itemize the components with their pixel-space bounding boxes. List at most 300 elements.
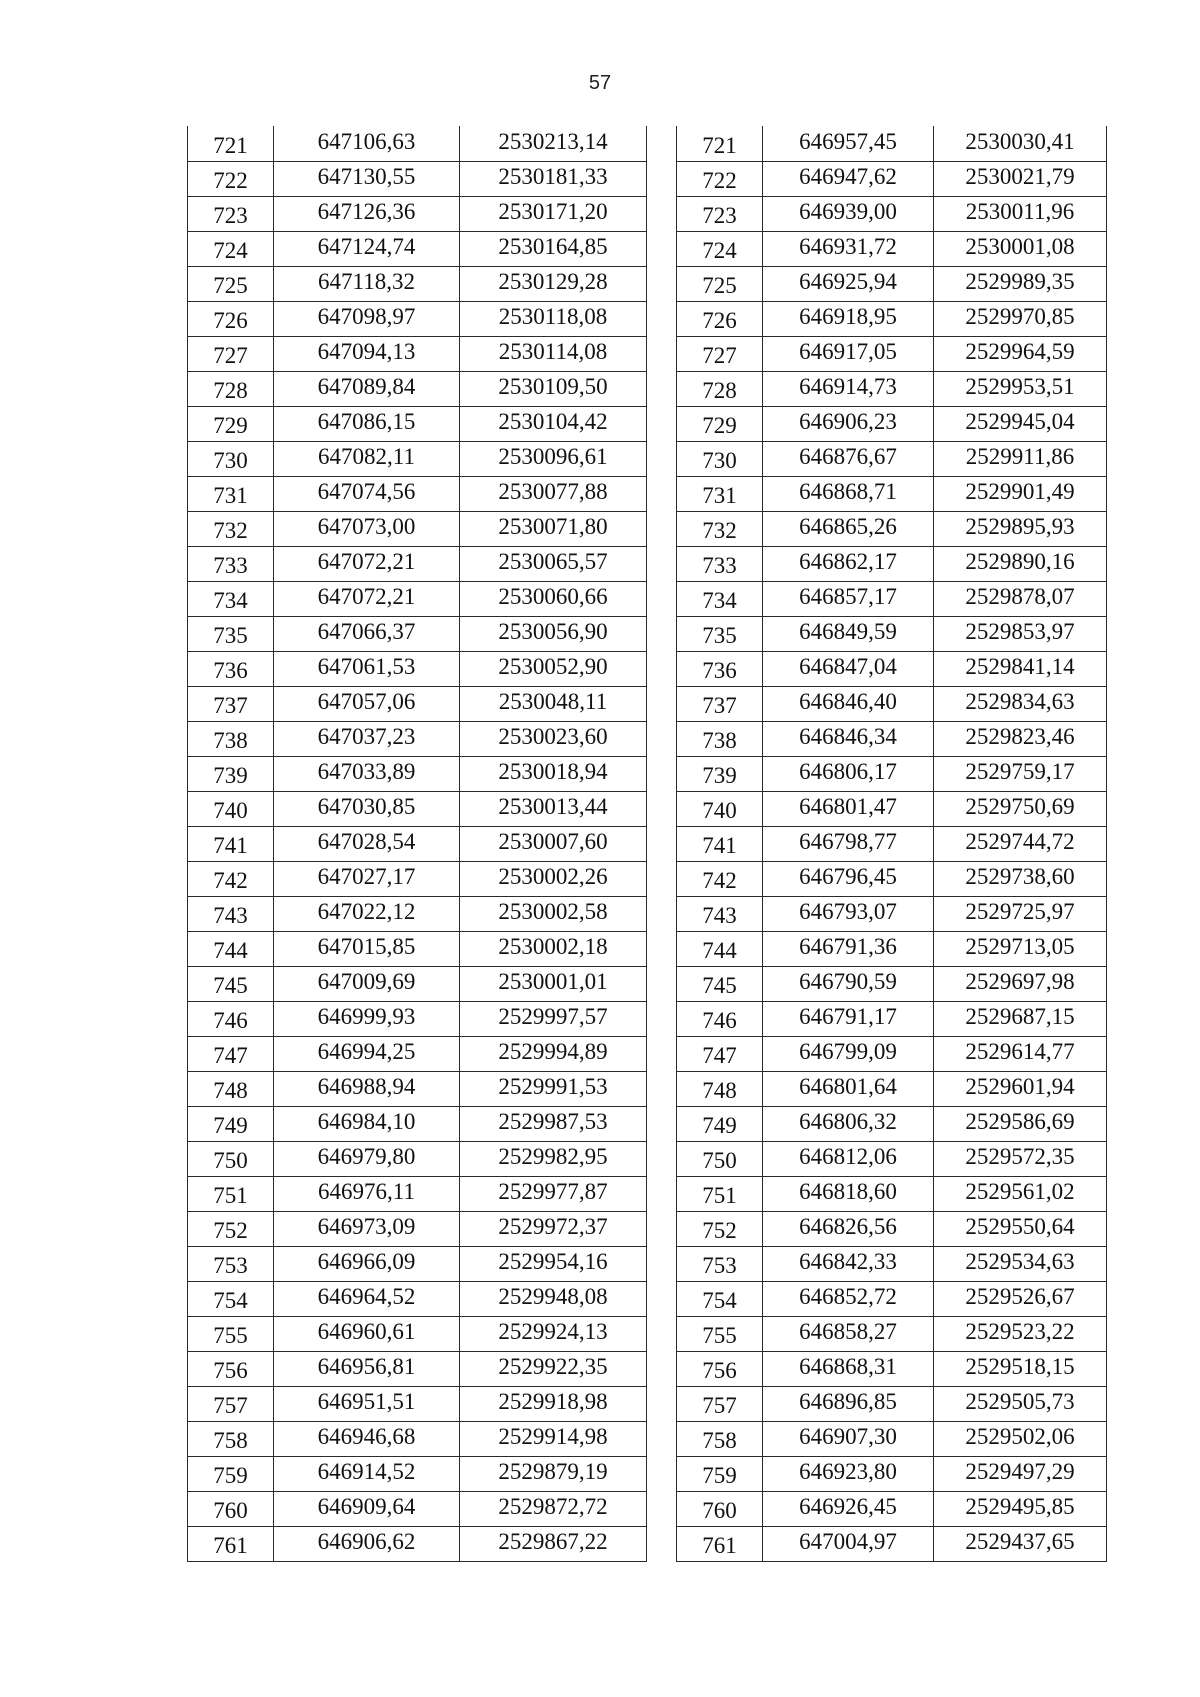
x-coordinate-cell: 647074,56 [274, 477, 460, 512]
table-row [677, 652, 1107, 687]
x-coordinate-cell: 646799,09 [763, 1037, 934, 1072]
point-number-cell: 760 [188, 1492, 274, 1527]
table-row [188, 1317, 647, 1352]
x-coordinate-cell: 646847,04 [763, 652, 934, 687]
x-coordinate-cell: 646976,11 [274, 1177, 460, 1212]
point-number-cell: 742 [188, 862, 274, 897]
x-coordinate-cell: 646812,06 [763, 1142, 934, 1177]
point-number-cell: 740 [188, 792, 274, 827]
point-number-cell: 756 [188, 1352, 274, 1387]
x-coordinate-cell: 647118,32 [274, 267, 460, 302]
table-row [677, 1247, 1107, 1282]
y-coordinate-cell: 2530129,28 [460, 267, 647, 302]
table-row [188, 652, 647, 687]
table-row [677, 1492, 1107, 1527]
y-coordinate-cell: 2529505,73 [934, 1387, 1107, 1422]
point-number-cell: 726 [188, 302, 274, 337]
point-number-cell: 721 [677, 127, 763, 162]
point-number-cell: 751 [677, 1177, 763, 1212]
y-coordinate-cell: 2529879,19 [460, 1457, 647, 1492]
x-coordinate-cell: 646909,64 [274, 1492, 460, 1527]
x-coordinate-cell: 646925,94 [763, 267, 934, 302]
point-number-cell: 747 [677, 1037, 763, 1072]
x-coordinate-cell: 647057,06 [274, 687, 460, 722]
point-number-cell: 749 [677, 1107, 763, 1142]
table-row [188, 1352, 647, 1387]
y-coordinate-cell: 2530021,79 [934, 162, 1107, 197]
x-coordinate-cell: 646826,56 [763, 1212, 934, 1247]
point-number-cell: 733 [188, 547, 274, 582]
y-coordinate-cell: 2530018,94 [460, 757, 647, 792]
y-coordinate-cell: 2530104,42 [460, 407, 647, 442]
y-coordinate-cell: 2529972,37 [460, 1212, 647, 1247]
table-row [677, 582, 1107, 617]
point-number-cell: 760 [677, 1492, 763, 1527]
point-number-cell: 725 [677, 267, 763, 302]
point-number-cell: 761 [677, 1527, 763, 1562]
y-coordinate-cell: 2530065,57 [460, 547, 647, 582]
point-number-cell: 752 [677, 1212, 763, 1247]
y-coordinate-cell: 2529697,98 [934, 967, 1107, 1002]
x-coordinate-cell: 646923,80 [763, 1457, 934, 1492]
table-row [677, 897, 1107, 932]
x-coordinate-cell: 646801,64 [763, 1072, 934, 1107]
table-row [188, 337, 647, 372]
x-coordinate-cell: 647089,84 [274, 372, 460, 407]
table-row [677, 1387, 1107, 1422]
y-coordinate-cell: 2529497,29 [934, 1457, 1107, 1492]
y-coordinate-cell: 2529954,16 [460, 1247, 647, 1282]
x-coordinate-cell: 647030,85 [274, 792, 460, 827]
point-number-cell: 722 [677, 162, 763, 197]
table-row [188, 1457, 647, 1492]
point-number-cell: 742 [677, 862, 763, 897]
table-row [188, 722, 647, 757]
x-coordinate-cell: 647094,13 [274, 337, 460, 372]
x-coordinate-cell: 646917,05 [763, 337, 934, 372]
y-coordinate-cell: 2529738,60 [934, 862, 1107, 897]
table-row [677, 337, 1107, 372]
point-number-cell: 732 [677, 512, 763, 547]
y-coordinate-cell: 2529834,63 [934, 687, 1107, 722]
point-number-cell: 757 [677, 1387, 763, 1422]
table-row [188, 1387, 647, 1422]
point-number-cell: 738 [188, 722, 274, 757]
y-coordinate-cell: 2529989,35 [934, 267, 1107, 302]
x-coordinate-cell: 647126,36 [274, 197, 460, 232]
y-coordinate-cell: 2530023,60 [460, 722, 647, 757]
x-coordinate-cell: 646994,25 [274, 1037, 460, 1072]
point-number-cell: 754 [188, 1282, 274, 1317]
table-row [188, 1002, 647, 1037]
y-coordinate-cell: 2529495,85 [934, 1492, 1107, 1527]
y-coordinate-cell: 2529997,57 [460, 1002, 647, 1037]
point-number-cell: 759 [188, 1457, 274, 1492]
x-coordinate-cell: 646946,68 [274, 1422, 460, 1457]
x-coordinate-cell: 646796,45 [763, 862, 934, 897]
x-coordinate-cell: 647124,74 [274, 232, 460, 267]
x-coordinate-cell: 647082,11 [274, 442, 460, 477]
x-coordinate-cell: 646926,45 [763, 1492, 934, 1527]
x-coordinate-cell: 646984,10 [274, 1107, 460, 1142]
x-coordinate-cell: 647009,69 [274, 967, 460, 1002]
table-row [677, 1002, 1107, 1037]
point-number-cell: 752 [188, 1212, 274, 1247]
y-coordinate-cell: 2529601,94 [934, 1072, 1107, 1107]
point-number-cell: 739 [188, 757, 274, 792]
y-coordinate-cell: 2530060,66 [460, 582, 647, 617]
table-row [677, 1177, 1107, 1212]
point-number-cell: 744 [188, 932, 274, 967]
point-number-cell: 730 [677, 442, 763, 477]
x-coordinate-cell: 646865,26 [763, 512, 934, 547]
table-row [677, 967, 1107, 1002]
table-row [677, 617, 1107, 652]
table-row [677, 407, 1107, 442]
table-row [188, 372, 647, 407]
point-number-cell: 730 [188, 442, 274, 477]
point-number-cell: 759 [677, 1457, 763, 1492]
y-coordinate-cell: 2530118,08 [460, 302, 647, 337]
y-coordinate-cell: 2529841,14 [934, 652, 1107, 687]
y-coordinate-cell: 2529918,98 [460, 1387, 647, 1422]
table-row [677, 1072, 1107, 1107]
table-row [188, 792, 647, 827]
point-number-cell: 740 [677, 792, 763, 827]
table-row [677, 1317, 1107, 1352]
table-row [677, 372, 1107, 407]
y-coordinate-cell: 2529744,72 [934, 827, 1107, 862]
y-coordinate-cell: 2529523,22 [934, 1317, 1107, 1352]
y-coordinate-cell: 2529759,17 [934, 757, 1107, 792]
x-coordinate-cell: 646791,36 [763, 932, 934, 967]
y-coordinate-cell: 2529853,97 [934, 617, 1107, 652]
x-coordinate-cell: 647073,00 [274, 512, 460, 547]
y-coordinate-cell: 2529953,51 [934, 372, 1107, 407]
point-number-cell: 755 [188, 1317, 274, 1352]
y-coordinate-cell: 2530213,14 [460, 127, 647, 162]
x-coordinate-cell: 646907,30 [763, 1422, 934, 1457]
table-row [188, 1247, 647, 1282]
point-number-cell: 747 [188, 1037, 274, 1072]
x-coordinate-cell: 646896,85 [763, 1387, 934, 1422]
point-number-cell: 758 [677, 1422, 763, 1457]
table-row [188, 232, 647, 267]
table-row [188, 757, 647, 792]
table-row [188, 1107, 647, 1142]
x-coordinate-cell: 647072,21 [274, 547, 460, 582]
table-row [677, 687, 1107, 722]
y-coordinate-cell: 2529982,95 [460, 1142, 647, 1177]
point-number-cell: 723 [188, 197, 274, 232]
y-coordinate-cell: 2530109,50 [460, 372, 647, 407]
x-coordinate-cell: 646906,23 [763, 407, 934, 442]
y-coordinate-cell: 2529878,07 [934, 582, 1107, 617]
y-coordinate-cell: 2529534,63 [934, 1247, 1107, 1282]
y-coordinate-cell: 2529823,46 [934, 722, 1107, 757]
point-number-cell: 746 [677, 1002, 763, 1037]
table-row [188, 127, 647, 162]
x-coordinate-cell: 646999,93 [274, 1002, 460, 1037]
y-coordinate-cell: 2530071,80 [460, 512, 647, 547]
point-number-cell: 736 [188, 652, 274, 687]
x-coordinate-cell: 646988,94 [274, 1072, 460, 1107]
x-coordinate-cell: 646868,71 [763, 477, 934, 512]
x-coordinate-cell: 647028,54 [274, 827, 460, 862]
table-row [677, 547, 1107, 582]
table-row [677, 1142, 1107, 1177]
y-coordinate-cell: 2530171,20 [460, 197, 647, 232]
point-number-cell: 725 [188, 267, 274, 302]
x-coordinate-cell: 646960,61 [274, 1317, 460, 1352]
point-number-cell: 731 [188, 477, 274, 512]
table-row [677, 932, 1107, 967]
point-number-cell: 744 [677, 932, 763, 967]
y-coordinate-cell: 2530013,44 [460, 792, 647, 827]
x-coordinate-cell: 647130,55 [274, 162, 460, 197]
x-coordinate-cell: 646791,17 [763, 1002, 934, 1037]
table-row [677, 1527, 1107, 1562]
x-coordinate-cell: 646862,17 [763, 547, 934, 582]
table-row [188, 1422, 647, 1457]
x-coordinate-cell: 646793,07 [763, 897, 934, 932]
x-coordinate-cell: 646842,33 [763, 1247, 934, 1282]
x-coordinate-cell: 647066,37 [274, 617, 460, 652]
table-row [188, 582, 647, 617]
point-number-cell: 748 [188, 1072, 274, 1107]
point-number-cell: 755 [677, 1317, 763, 1352]
point-number-cell: 737 [188, 687, 274, 722]
y-coordinate-cell: 2529994,89 [460, 1037, 647, 1072]
point-number-cell: 734 [188, 582, 274, 617]
coordinates-table-left [187, 126, 647, 1562]
point-number-cell: 743 [188, 897, 274, 932]
table-row [677, 1037, 1107, 1072]
x-coordinate-cell: 647098,97 [274, 302, 460, 337]
x-coordinate-cell: 646818,60 [763, 1177, 934, 1212]
y-coordinate-cell: 2530001,01 [460, 967, 647, 1002]
point-number-cell: 721 [188, 127, 274, 162]
point-number-cell: 723 [677, 197, 763, 232]
point-number-cell: 729 [677, 407, 763, 442]
point-number-cell: 761 [188, 1527, 274, 1562]
coordinates-table-right [676, 126, 1107, 1562]
table-row [188, 1037, 647, 1072]
point-number-cell: 735 [188, 617, 274, 652]
x-coordinate-cell: 646846,34 [763, 722, 934, 757]
table-row [188, 1282, 647, 1317]
point-number-cell: 741 [677, 827, 763, 862]
y-coordinate-cell: 2529713,05 [934, 932, 1107, 967]
table-row [677, 827, 1107, 862]
point-number-cell: 722 [188, 162, 274, 197]
x-coordinate-cell: 646906,62 [274, 1527, 460, 1562]
point-number-cell: 732 [188, 512, 274, 547]
point-number-cell: 743 [677, 897, 763, 932]
y-coordinate-cell: 2529437,65 [934, 1527, 1107, 1562]
table-row [188, 967, 647, 1002]
x-coordinate-cell: 646801,47 [763, 792, 934, 827]
table-row [188, 1212, 647, 1247]
x-coordinate-cell: 646858,27 [763, 1317, 934, 1352]
point-number-cell: 734 [677, 582, 763, 617]
coordinates-table-right-body [677, 127, 1107, 1562]
table-row [677, 1352, 1107, 1387]
y-coordinate-cell: 2529914,98 [460, 1422, 647, 1457]
y-coordinate-cell: 2529911,86 [934, 442, 1107, 477]
table-row [188, 197, 647, 232]
point-number-cell: 735 [677, 617, 763, 652]
point-number-cell: 749 [188, 1107, 274, 1142]
x-coordinate-cell: 647037,23 [274, 722, 460, 757]
point-number-cell: 750 [188, 1142, 274, 1177]
y-coordinate-cell: 2529890,16 [934, 547, 1107, 582]
y-coordinate-cell: 2530077,88 [460, 477, 647, 512]
x-coordinate-cell: 646957,45 [763, 127, 934, 162]
x-coordinate-cell: 646876,67 [763, 442, 934, 477]
point-number-cell: 727 [677, 337, 763, 372]
y-coordinate-cell: 2529614,77 [934, 1037, 1107, 1072]
table-row [188, 1072, 647, 1107]
table-row [188, 897, 647, 932]
table-row [188, 1492, 647, 1527]
x-coordinate-cell: 646868,31 [763, 1352, 934, 1387]
y-coordinate-cell: 2529572,35 [934, 1142, 1107, 1177]
point-number-cell: 727 [188, 337, 274, 372]
table-row [188, 1142, 647, 1177]
y-coordinate-cell: 2530011,96 [934, 197, 1107, 232]
point-number-cell: 746 [188, 1002, 274, 1037]
y-coordinate-cell: 2530001,08 [934, 232, 1107, 267]
y-coordinate-cell: 2530002,26 [460, 862, 647, 897]
table-row [188, 1527, 647, 1562]
y-coordinate-cell: 2529991,53 [460, 1072, 647, 1107]
x-coordinate-cell: 646790,59 [763, 967, 934, 1002]
point-number-cell: 745 [677, 967, 763, 1002]
point-number-cell: 756 [677, 1352, 763, 1387]
y-coordinate-cell: 2529586,69 [934, 1107, 1107, 1142]
table-row [677, 1457, 1107, 1492]
table-row [188, 407, 647, 442]
table-row [677, 477, 1107, 512]
table-row [677, 757, 1107, 792]
table-row [188, 827, 647, 862]
table-row [677, 267, 1107, 302]
y-coordinate-cell: 2529502,06 [934, 1422, 1107, 1457]
x-coordinate-cell: 647022,12 [274, 897, 460, 932]
point-number-cell: 729 [188, 407, 274, 442]
y-coordinate-cell: 2530181,33 [460, 162, 647, 197]
x-coordinate-cell: 647033,89 [274, 757, 460, 792]
y-coordinate-cell: 2529987,53 [460, 1107, 647, 1142]
table-row [677, 792, 1107, 827]
table-row [677, 1212, 1107, 1247]
table-row [188, 162, 647, 197]
table-row [188, 862, 647, 897]
point-number-cell: 739 [677, 757, 763, 792]
x-coordinate-cell: 646857,17 [763, 582, 934, 617]
x-coordinate-cell: 646939,00 [763, 197, 934, 232]
point-number-cell: 757 [188, 1387, 274, 1422]
page-number: 57 [588, 72, 612, 94]
table-row [677, 232, 1107, 267]
y-coordinate-cell: 2529872,72 [460, 1492, 647, 1527]
y-coordinate-cell: 2530002,18 [460, 932, 647, 967]
y-coordinate-cell: 2529526,67 [934, 1282, 1107, 1317]
x-coordinate-cell: 646979,80 [274, 1142, 460, 1177]
table-row [677, 197, 1107, 232]
y-coordinate-cell: 2529518,15 [934, 1352, 1107, 1387]
x-coordinate-cell: 647004,97 [763, 1527, 934, 1562]
x-coordinate-cell: 646964,52 [274, 1282, 460, 1317]
point-number-cell: 758 [188, 1422, 274, 1457]
point-number-cell: 753 [677, 1247, 763, 1282]
table-row [677, 1107, 1107, 1142]
coordinates-table-left-body [188, 127, 647, 1562]
table-row [188, 302, 647, 337]
x-coordinate-cell: 647106,63 [274, 127, 460, 162]
y-coordinate-cell: 2529964,59 [934, 337, 1107, 372]
point-number-cell: 728 [677, 372, 763, 407]
y-coordinate-cell: 2530164,85 [460, 232, 647, 267]
table-row [188, 267, 647, 302]
x-coordinate-cell: 646914,73 [763, 372, 934, 407]
x-coordinate-cell: 646918,95 [763, 302, 934, 337]
y-coordinate-cell: 2529895,93 [934, 512, 1107, 547]
table-row [188, 687, 647, 722]
x-coordinate-cell: 646973,09 [274, 1212, 460, 1247]
y-coordinate-cell: 2529977,87 [460, 1177, 647, 1212]
y-coordinate-cell: 2530114,08 [460, 337, 647, 372]
point-number-cell: 753 [188, 1247, 274, 1282]
x-coordinate-cell: 646956,81 [274, 1352, 460, 1387]
point-number-cell: 750 [677, 1142, 763, 1177]
y-coordinate-cell: 2529901,49 [934, 477, 1107, 512]
table-row [677, 302, 1107, 337]
point-number-cell: 736 [677, 652, 763, 687]
x-coordinate-cell: 646846,40 [763, 687, 934, 722]
x-coordinate-cell: 647086,15 [274, 407, 460, 442]
table-row [677, 722, 1107, 757]
x-coordinate-cell: 646798,77 [763, 827, 934, 862]
point-number-cell: 748 [677, 1072, 763, 1107]
point-number-cell: 754 [677, 1282, 763, 1317]
y-coordinate-cell: 2529924,13 [460, 1317, 647, 1352]
y-coordinate-cell: 2530030,41 [934, 127, 1107, 162]
y-coordinate-cell: 2529725,97 [934, 897, 1107, 932]
table-row [188, 617, 647, 652]
table-row [188, 932, 647, 967]
x-coordinate-cell: 647061,53 [274, 652, 460, 687]
y-coordinate-cell: 2529687,15 [934, 1002, 1107, 1037]
y-coordinate-cell: 2529867,22 [460, 1527, 647, 1562]
table-row [677, 442, 1107, 477]
y-coordinate-cell: 2529970,85 [934, 302, 1107, 337]
point-number-cell: 751 [188, 1177, 274, 1212]
x-coordinate-cell: 646806,17 [763, 757, 934, 792]
y-coordinate-cell: 2529561,02 [934, 1177, 1107, 1212]
table-row [188, 442, 647, 477]
point-number-cell: 728 [188, 372, 274, 407]
y-coordinate-cell: 2530056,90 [460, 617, 647, 652]
table-row [677, 1422, 1107, 1457]
table-row [188, 547, 647, 582]
x-coordinate-cell: 646947,62 [763, 162, 934, 197]
point-number-cell: 737 [677, 687, 763, 722]
table-row [188, 1177, 647, 1212]
y-coordinate-cell: 2529922,35 [460, 1352, 647, 1387]
point-number-cell: 745 [188, 967, 274, 1002]
